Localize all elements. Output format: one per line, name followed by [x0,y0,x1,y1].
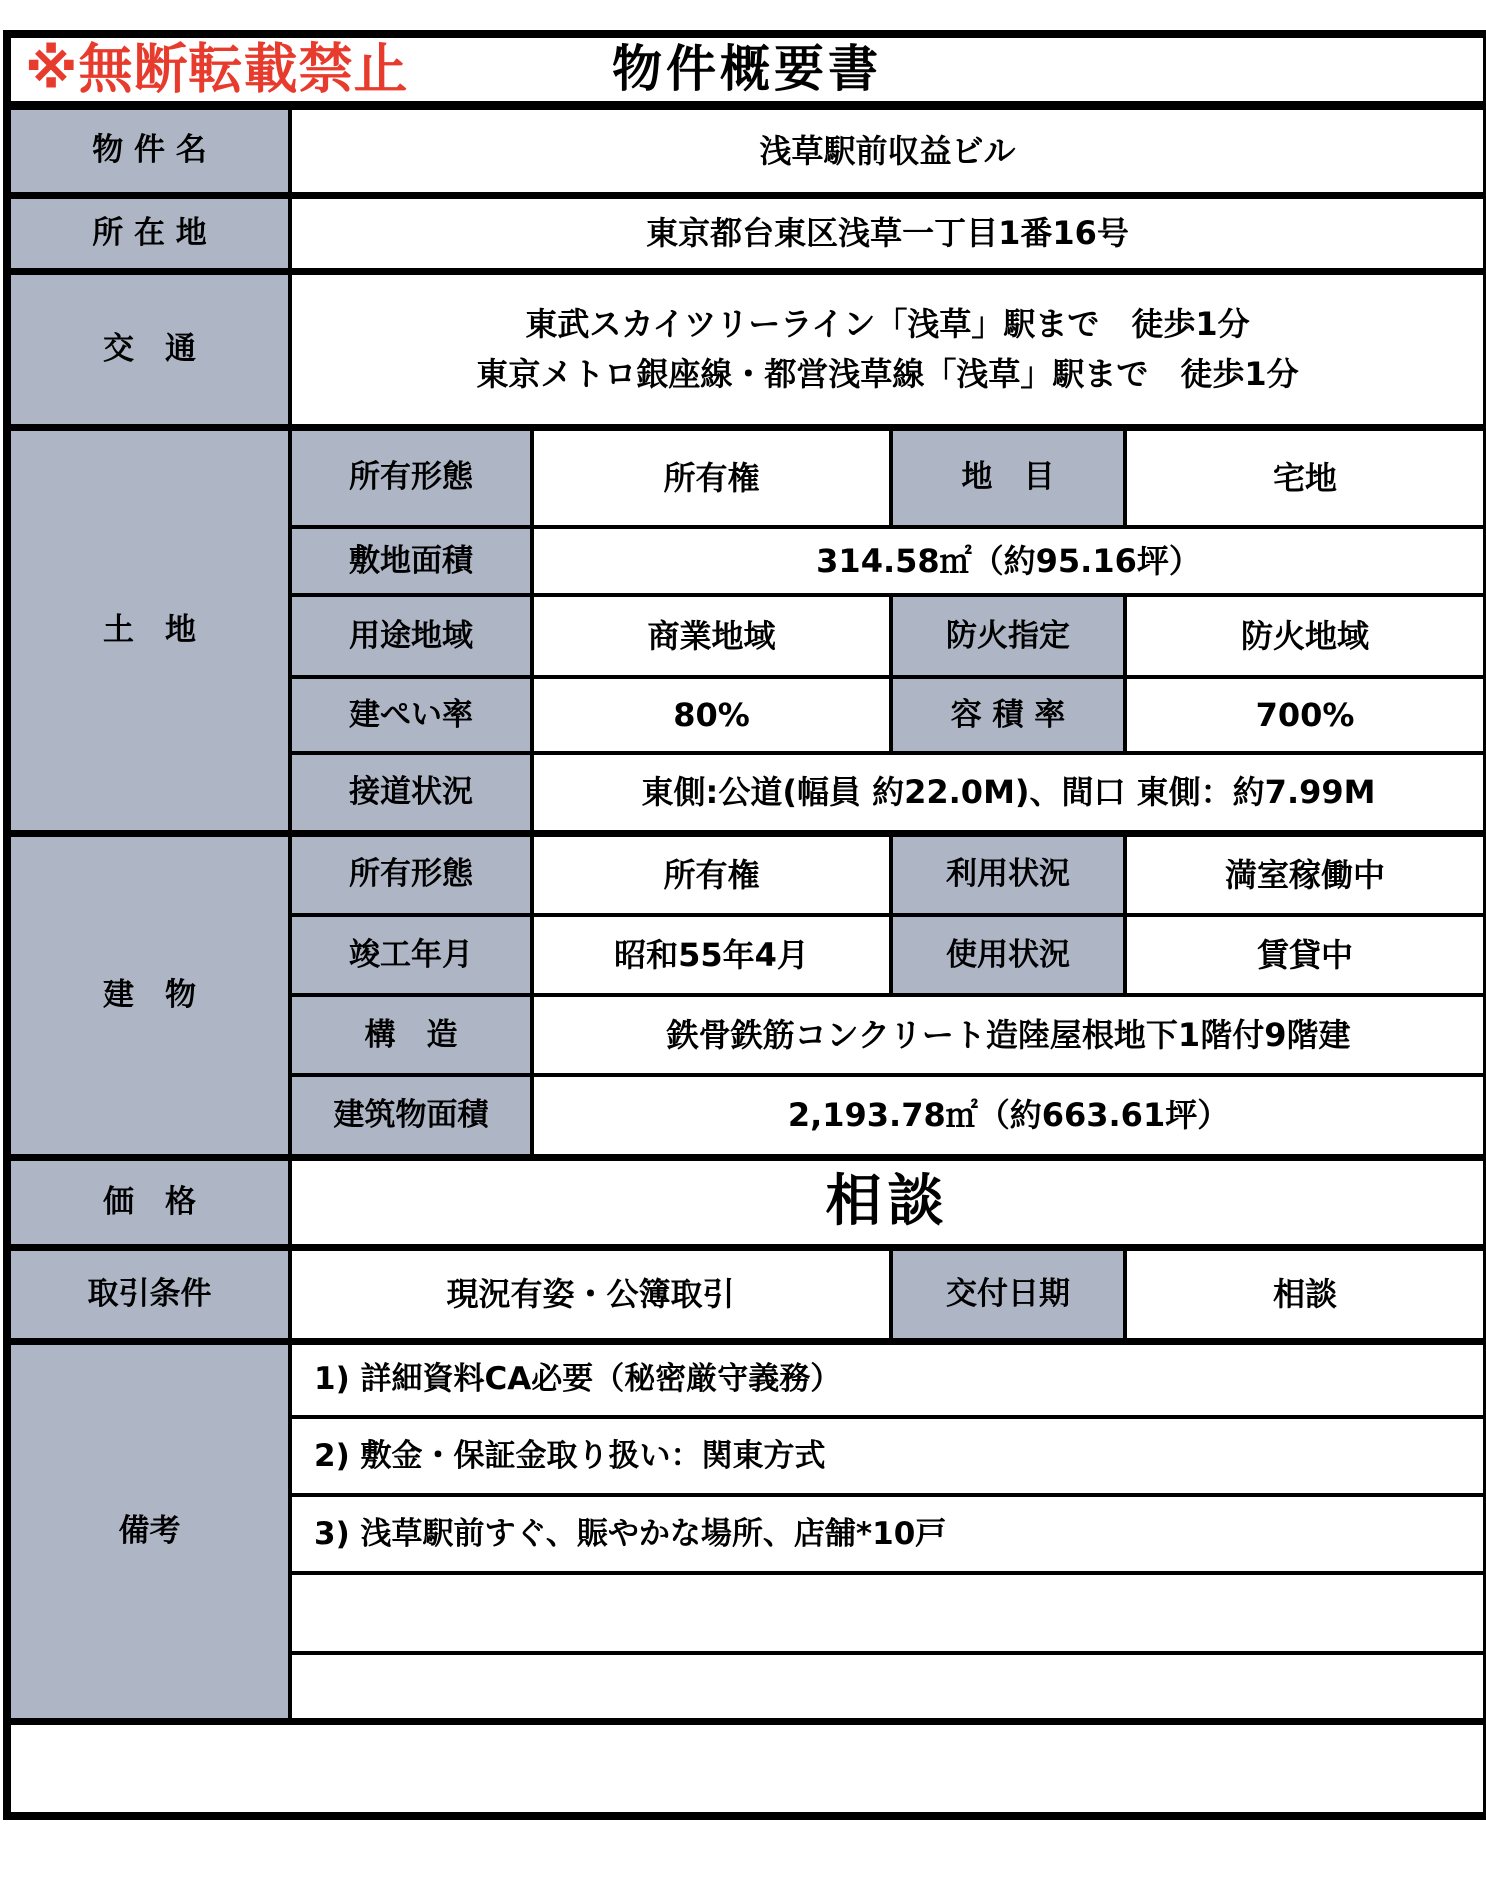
remarks-row-1 [7,1341,1486,1417]
remarks-item-1: 1) 詳細資料CA必要（秘密厳守義務） [290,1341,1486,1417]
land-section-label: 土 地 [7,427,290,833]
usage-status-value: 賃貸中 [1125,915,1486,995]
location-label: 所 在 地 [7,195,290,271]
terms-row [7,1247,1486,1341]
floor-area-ratio-value: 700% [1125,677,1486,753]
structure-label: 構 造 [290,995,532,1075]
completion-date-label: 竣工年月 [290,915,532,995]
price-value: 相談 [290,1157,1486,1247]
terms-label: 取引条件 [7,1247,290,1341]
access-label: 交 通 [7,271,290,427]
remarks-item-2: 2) 敷金・保証金取り扱い：関東方式 [290,1417,1486,1495]
location-value: 東京都台東区浅草一丁目1番16号 [290,195,1486,271]
property-name-row [7,105,1486,195]
no-reproduction-warning: ※無断転載禁止 [25,37,409,101]
access-line-2: 東京メトロ銀座線・都営浅草線「浅草」駅まで 徒歩1分 [476,355,1299,393]
terms-value: 現況有姿・公簿取引 [290,1247,891,1341]
usage-status-label: 使用状況 [891,915,1125,995]
road-access-label: 接道状況 [290,753,532,833]
site-area-value: 314.58㎡（約95.16坪） [532,527,1486,595]
site-area-label: 敷地面積 [290,527,532,595]
price-label: 価 格 [7,1157,290,1247]
document-title: 物件概要書 [612,40,883,98]
property-name-label: 物 件 名 [7,105,290,195]
land-ownership-label: 所有形態 [290,427,532,527]
occupancy-value: 満室稼働中 [1125,833,1486,915]
road-access-value: 東側:公道(幅員 約22.0M)、間口 東側：約7.99M [532,753,1486,833]
access-row [7,271,1486,427]
bottom-row [7,1721,1486,1816]
remarks-empty-row-2 [290,1653,1486,1721]
access-value [290,271,1486,427]
price-row [7,1157,1486,1247]
bottom-row-cell [7,1721,1486,1816]
title-cell [7,34,1486,105]
floor-area-ratio-label: 容 積 率 [891,677,1125,753]
building-row-1 [7,833,1486,915]
remarks-empty-row-1 [290,1573,1486,1653]
structure-value: 鉄骨鉄筋コンクリート造陸屋根地下1階付9階建 [532,995,1486,1075]
access-line-1: 東武スカイツリーライン「浅草」駅まで 徒歩1分 [525,305,1250,343]
building-section-label: 建 物 [7,833,290,1157]
delivery-date-label: 交付日期 [891,1247,1125,1341]
building-ownership-label: 所有形態 [290,833,532,915]
building-ownership-value: 所有権 [532,833,891,915]
coverage-ratio-label: 建ぺい率 [290,677,532,753]
remarks-item-3: 3) 浅草駅前すぐ、賑やかな場所、店舗*10戸 [290,1495,1486,1573]
fire-zone-value: 防火地域 [1125,595,1486,677]
property-name-value: 浅草駅前収益ビル [290,105,1486,195]
land-category-value: 宅地 [1125,427,1486,527]
land-ownership-value: 所有権 [532,427,891,527]
coverage-ratio-value: 80% [532,677,891,753]
completion-date-value: 昭和55年4月 [532,915,891,995]
land-category-label: 地 目 [891,427,1125,527]
delivery-date-value: 相談 [1125,1247,1486,1341]
zoning-value: 商業地域 [532,595,891,677]
property-summary-table [3,30,1486,1820]
zoning-label: 用途地域 [290,595,532,677]
title-row [7,34,1486,105]
location-row [7,195,1486,271]
fire-zone-label: 防火指定 [891,595,1125,677]
occupancy-label: 利用状況 [891,833,1125,915]
land-row-1 [7,427,1486,527]
remarks-label: 備考 [7,1341,290,1721]
building-area-label: 建筑物面積 [290,1075,532,1157]
building-area-value: 2,193.78㎡（約663.61坪） [532,1075,1486,1157]
